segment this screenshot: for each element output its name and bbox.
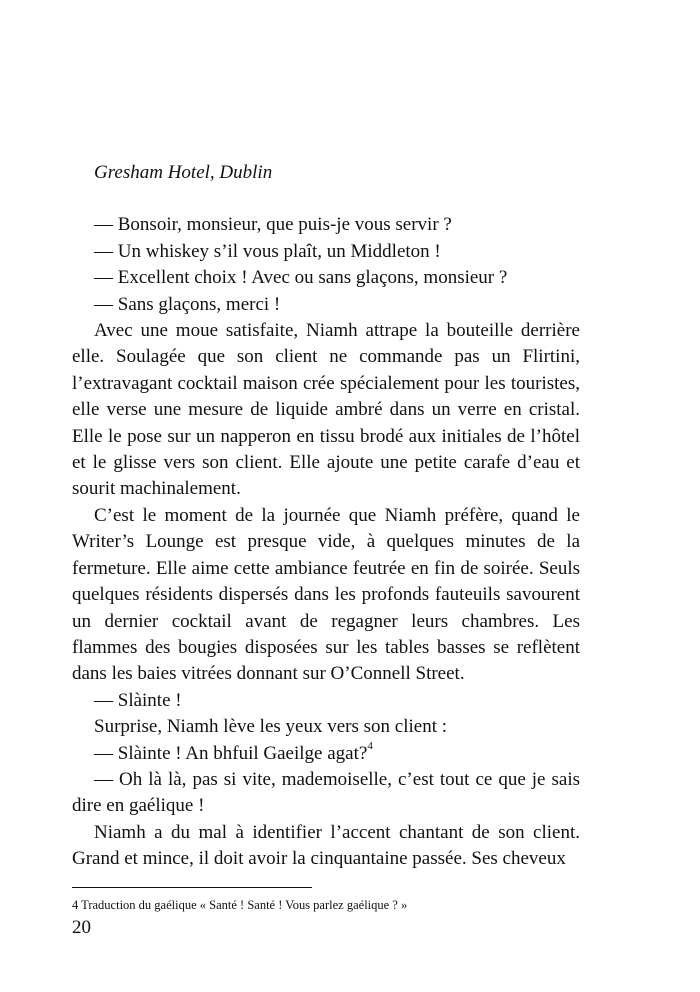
scene-heading: Gresham Hotel, Dublin bbox=[94, 162, 273, 183]
narrative-line: Surprise, Niamh lève les yeux vers son client : bbox=[94, 716, 448, 738]
body-text bbox=[72, 160, 580, 873]
page-number: 20 bbox=[72, 917, 91, 938]
dialogue-line: — Sans glaçons, merci ! bbox=[94, 293, 281, 315]
dialogue-line: — Bonsoir, monsieur, que puis-je vous servir ? bbox=[94, 214, 452, 236]
dialogue-line: — Excellent choix ! Avec ou sans glaçons, monsieur ? bbox=[94, 267, 508, 289]
footnote: 4 Traduction du gaélique « Santé ! Santé ! Vous parlez gaélique ? » bbox=[72, 898, 408, 912]
narrative-paragraph: Avec une moue satisfaite, Niamh attrape la bouteille derrière elle. Soulagée que son client ne commande pas un Flirtini, l’extravagant cocktail maison crée spécialement pour les touristes, elle verse une mesure de liquide ambré dans un verre en cristal. Elle le pose sur un napperon en tissu brodé aux initiales de l’hôtel et le glisse vers son client. Elle ajoute une petite carafe d’eau et sourit machinalement. bbox=[72, 320, 580, 500]
dialogue-line: — Slàinte ! bbox=[94, 689, 182, 711]
footnote-reference[interactable]: 4 bbox=[367, 740, 373, 753]
dialogue-text: — Slàinte ! An bhfuil Gaeilge agat? bbox=[94, 742, 368, 764]
dialogue-paragraph: — Oh là là, pas si vite, mademoiselle, c’est tout ce que je sais dire en gaélique ! bbox=[72, 768, 580, 817]
footnote-rule bbox=[72, 887, 312, 888]
dialogue-line: — Un whiskey s’il vous plaît, un Middleton ! bbox=[94, 240, 441, 262]
narrative-paragraph: Niamh a du mal à identifier l’accent chantant de son client. Grand et mince, il doit avoir la cinquantaine passée. Ses cheveux bbox=[72, 821, 580, 870]
narrative-paragraph: C’est le moment de la journée que Niamh préfère, quand le Writer’s Lounge est presque vide, à quelques minutes de la fermeture. Elle aime cette ambiance feutrée en fin de soirée. Seuls quelques résidents dispersés dans les profonds fauteuils savourent un dernier cocktail avant de regagner leurs chambres. Les flammes des bougies disposées sur les tables basses se reflètent dans les baies vitrées donnant sur O’Connell Street. bbox=[72, 504, 580, 685]
dialogue-line-with-footnote bbox=[72, 741, 580, 767]
spacer bbox=[72, 186, 580, 212]
